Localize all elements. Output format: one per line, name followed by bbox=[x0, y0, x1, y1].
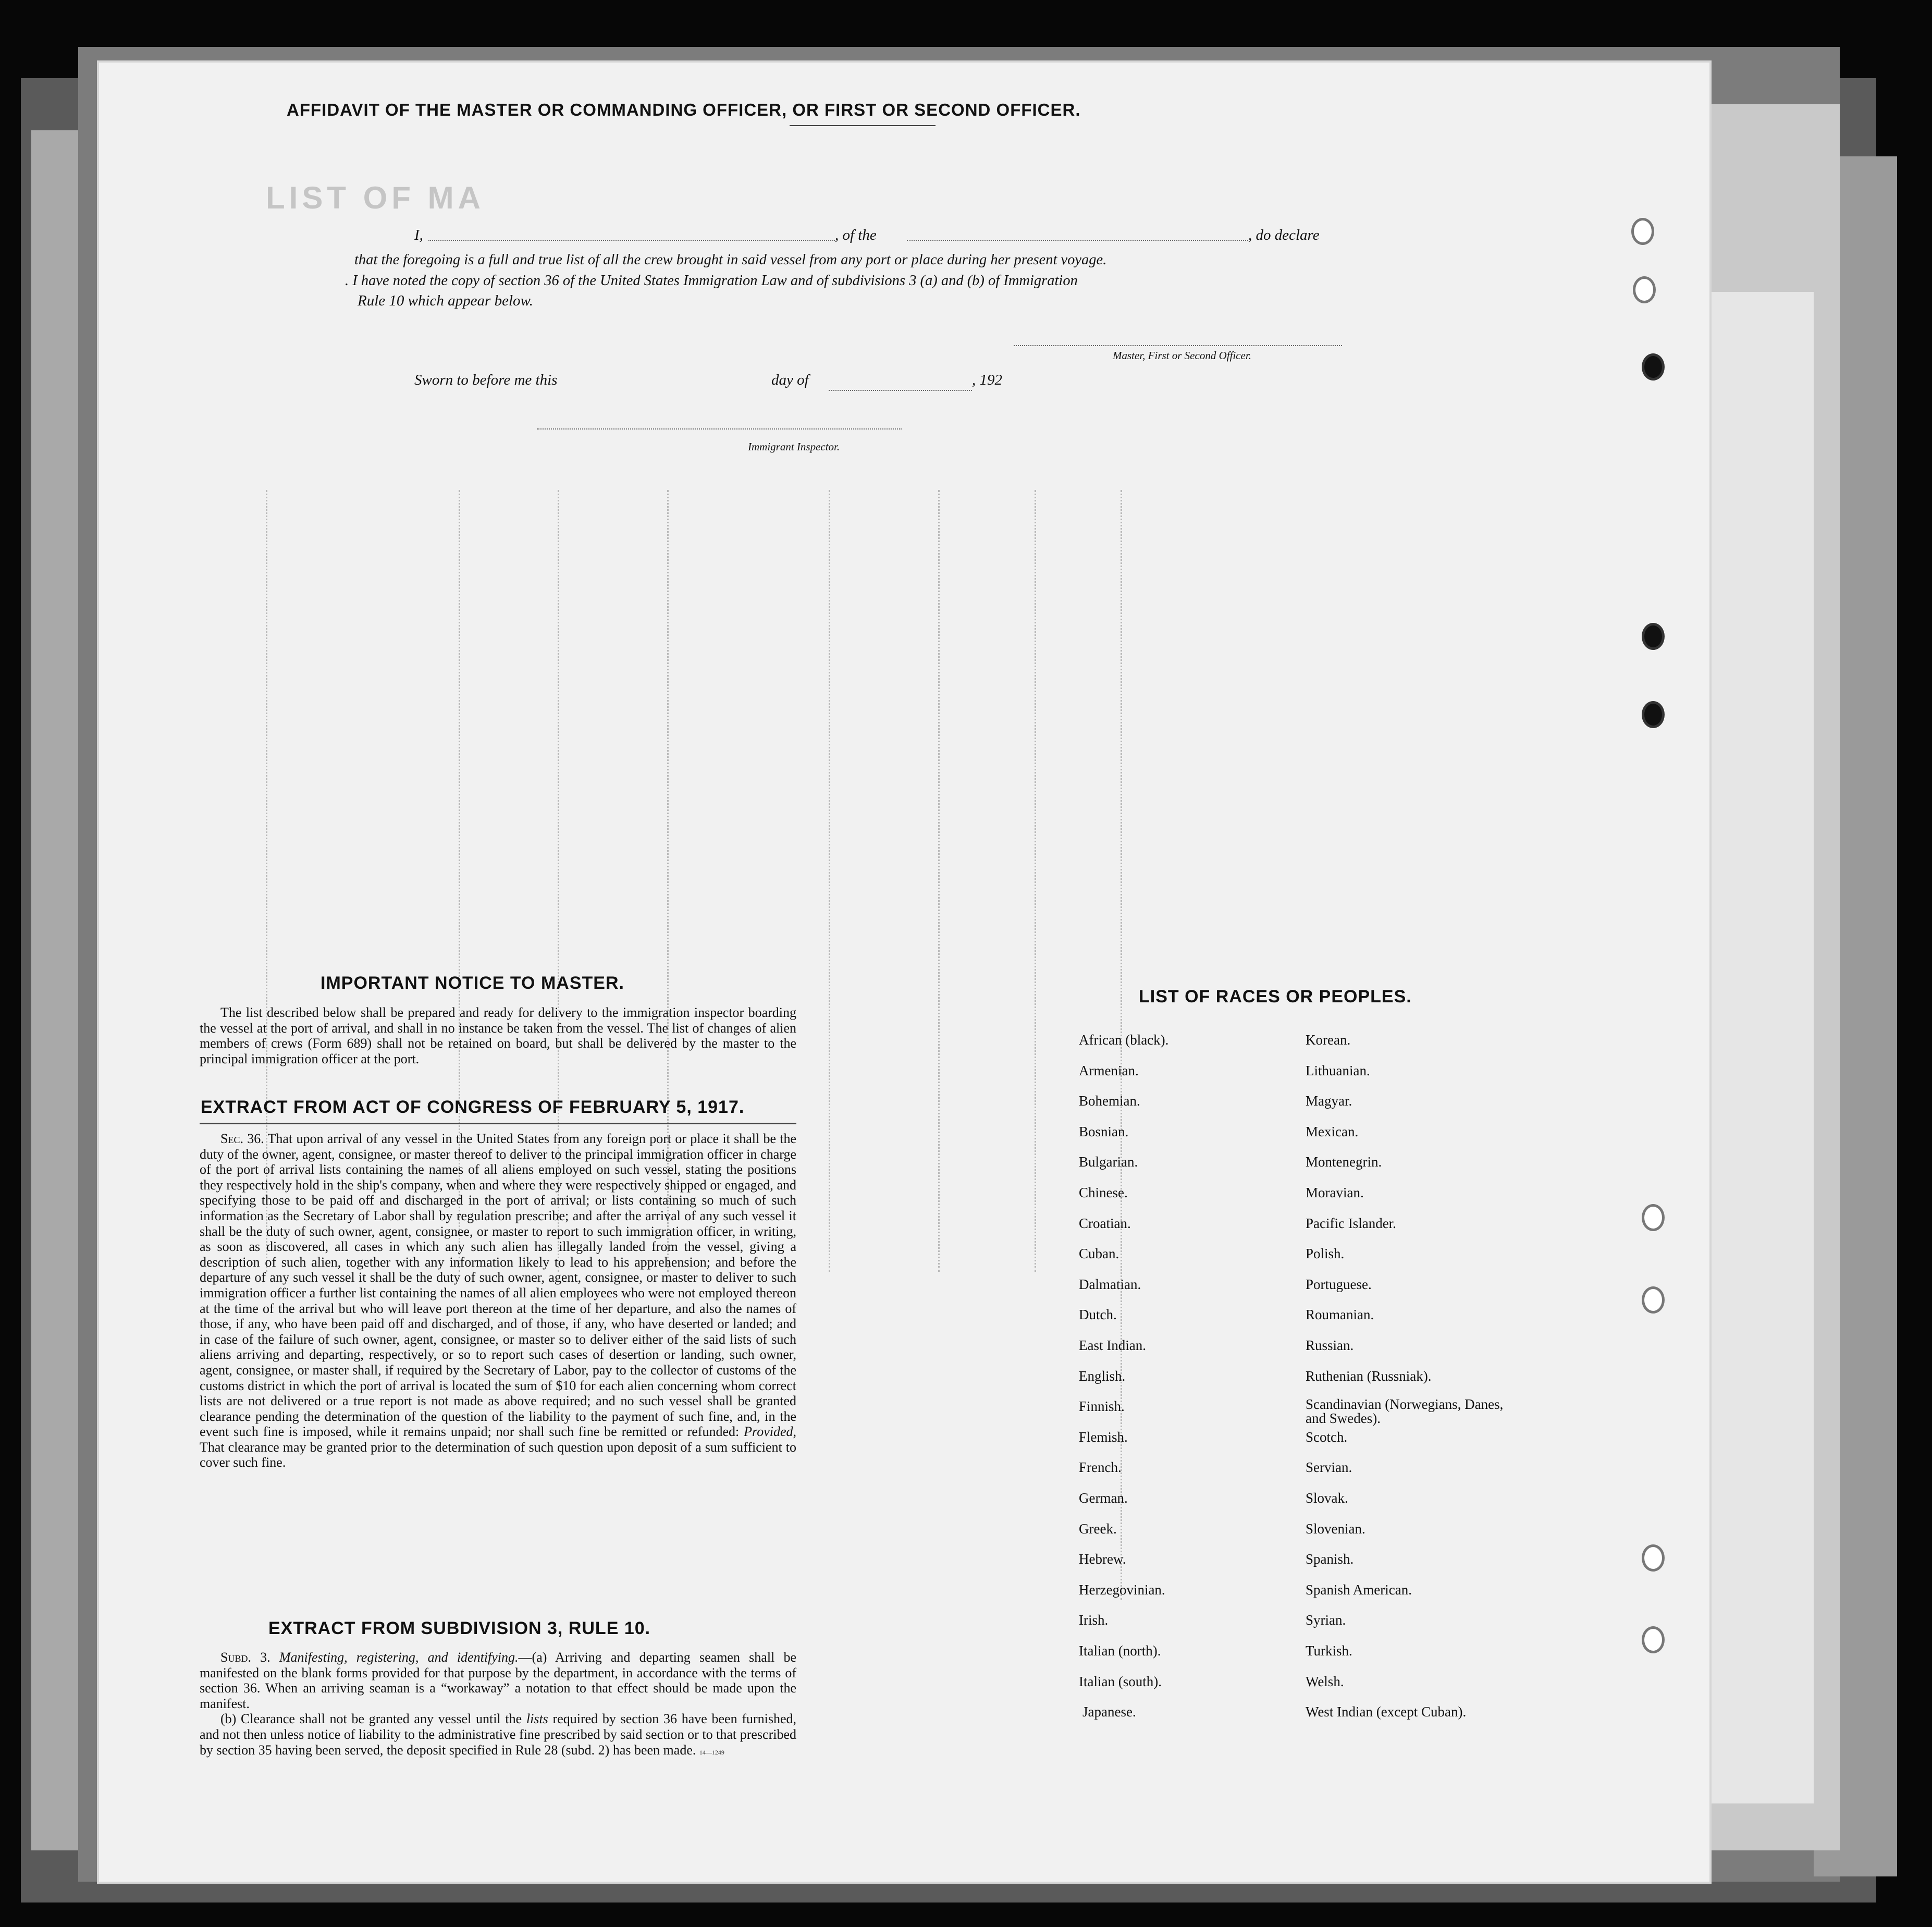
race-item: Scotch. bbox=[1306, 1429, 1348, 1445]
race-item: Dalmatian. bbox=[1079, 1276, 1141, 1292]
race-item: Hebrew. bbox=[1079, 1551, 1126, 1567]
race-item: Chinese. bbox=[1079, 1185, 1128, 1200]
rule-10-body: Subd. 3. Manifesting, registering, and identifying.—(a) Arriving and departing seamen shall be manifested on the blank forms provided for that purpose by the department, in accordance with the terms of section 36. When an arriving seaman is a “workaway” a notation to that effect should be made upon the manifest. (b) Clearance shall not be granted any vessel until the lists required by section 36 have been furnished, and not then unless notice of liability to the administrative fine prescribed by said section or to that prescribed by section 35 having been served, the deposit specified in Rule 28 (subd. 2) has been made. 14—1249 bbox=[200, 1650, 797, 1758]
race-item: Pacific Islander. bbox=[1306, 1215, 1396, 1231]
inspector-signature-label: Immigrant Inspector. bbox=[748, 440, 840, 453]
race-item: Syrian. bbox=[1306, 1612, 1346, 1628]
affidavit-sheet bbox=[99, 63, 1709, 1882]
race-item: Polish. bbox=[1306, 1246, 1345, 1262]
column-rule bbox=[829, 490, 830, 1272]
punch-hole bbox=[1642, 1286, 1665, 1314]
race-item: Slovenian. bbox=[1306, 1520, 1365, 1537]
sworn-date-blank bbox=[829, 390, 972, 391]
race-item: German. bbox=[1079, 1490, 1128, 1506]
race-item: Russian. bbox=[1306, 1337, 1354, 1353]
race-item: Scandinavian (Norwegians, Danes, and Swedes). bbox=[1306, 1396, 1504, 1427]
race-item: Magyar. bbox=[1306, 1093, 1352, 1109]
race-item: Montenegrin. bbox=[1306, 1154, 1382, 1170]
extract-act-title: EXTRACT FROM ACT OF CONGRESS OF FEBRUARY 5, 1917. bbox=[201, 1097, 745, 1117]
affidavit-line1-c: , do declare bbox=[1248, 227, 1320, 243]
race-item: Welsh. bbox=[1306, 1673, 1344, 1689]
punch-hole bbox=[1642, 701, 1665, 728]
race-item: Slovak. bbox=[1306, 1490, 1348, 1506]
race-item: Japanese. bbox=[1082, 1704, 1136, 1720]
affidavit-title: AFFIDAVIT OF THE MASTER OR COMMANDING OFFICER, OR FIRST OR SECOND OFFICER. bbox=[287, 100, 1081, 119]
affidavit-line2: that the foregoing is a full and true list of all the crew brought in said vessel from any port or place during her present voyage. bbox=[354, 252, 1107, 268]
extract-act-underline bbox=[200, 1123, 796, 1124]
race-item: Portuguese. bbox=[1306, 1276, 1372, 1292]
races-title: LIST OF RACES OR PEOPLES. bbox=[1139, 987, 1412, 1007]
race-item: Italian (north). bbox=[1079, 1643, 1161, 1659]
race-item: Spanish. bbox=[1306, 1551, 1354, 1567]
affidavit-line1-a: I, bbox=[414, 227, 423, 243]
race-item: Bulgarian. bbox=[1079, 1154, 1138, 1170]
punch-hole bbox=[1642, 353, 1665, 381]
race-item: Spanish American. bbox=[1306, 1581, 1412, 1598]
master-signature-label: Master, First or Second Officer. bbox=[1113, 349, 1251, 362]
name-blank bbox=[428, 240, 835, 241]
punch-hole bbox=[1631, 218, 1654, 245]
race-item: Ruthenian (Russniak). bbox=[1306, 1368, 1432, 1384]
race-item: Italian (south). bbox=[1079, 1673, 1162, 1689]
notice-body: The list described below shall be prepared and ready for delivery to the immigration inspector boarding the vessel at the port of arrival, and shall in no instance be taken from the vessel. The list of changes of alien members of crews (Form 689) shall not be retained on board, but shall be delivered by the master to the principal immigration officer at the port. bbox=[200, 1005, 796, 1066]
section-36-body: Sec. 36. That upon arrival of any vessel in the United States from any foreign port or place it shall be the duty of the owner, agent, consignee, or master thereof to deliver to the principal immigration officer in charge of the port of arrival lists containing the names of all aliens employed on such vessel, stating the positions they respectively hold in the ship's company, when and where they were respectively shipped or engaged, and specifying those to be paid off and discharged in the port of arrival; or lists containing so much of such information as the Secretary of Labor shall by regulation prescribe; and after the arrival of any such vessel it shall be the duty of such owner, agent, consignee, or master to report to such immigration officer, in writing, as soon as discovered, all cases in which any such alien has illegally landed from the vessel, giving a description of such alien, together with any information likely to lead to his apprehension; and before the departure of any such vessel it shall be the duty of such owner, agent, consignee, or master to deliver to such immigration officer a further list containing the names of all alien employees who were not employed thereon at the time of the arrival but who will leave port thereon at the time of her departure, and also the names of those, if any, who have been paid off and discharged, and of those, if any, who have deserted or landed; and in case of the failure of such owner, agent, consignee, or master so to deliver either of the said lists of such aliens arriving and departing, respectively, or so to report such cases of desertion or landing, such owner, agent, consignee, or master shall, if required by the Secretary of Labor, pay to the collector of customs of the customs district in which the port of arrival is located the sum of $10 for each alien concerning whom correct lists are not delivered or a true report is not made as above required; and no such vessel shall be granted clearance pending the determination of the question of the liability to the payment of such fine, and, in the event such fine is imposed, while it remains unpaid; nor shall such fine be remitted or refunded: Provided, That clearance may be granted prior to the determination of such question upon deposit of a sum sufficient to cover such fine. bbox=[200, 1131, 797, 1470]
notice-title: IMPORTANT NOTICE TO MASTER. bbox=[321, 973, 624, 993]
sworn-text-a: Sworn to before me this bbox=[414, 372, 558, 388]
race-item: Lithuanian. bbox=[1306, 1062, 1370, 1078]
race-item: Cuban. bbox=[1079, 1246, 1119, 1262]
race-item: Moravian. bbox=[1306, 1185, 1364, 1200]
punch-hole bbox=[1633, 276, 1656, 303]
race-item: Flemish. bbox=[1079, 1429, 1128, 1445]
master-signature-line bbox=[1014, 345, 1342, 346]
sworn-text-c: , 192 bbox=[972, 372, 1002, 388]
race-item: Mexican. bbox=[1306, 1123, 1359, 1139]
race-item: Herzegovinian. bbox=[1079, 1581, 1165, 1598]
race-item: African (black). bbox=[1079, 1032, 1169, 1048]
race-item: English. bbox=[1079, 1368, 1126, 1384]
punch-hole bbox=[1642, 623, 1665, 650]
bleed-through-heading: LIST OF MA bbox=[266, 180, 485, 215]
affidavit-line4: Rule 10 which appear below. bbox=[358, 292, 533, 309]
punch-hole bbox=[1642, 1544, 1665, 1572]
race-item: Dutch. bbox=[1079, 1307, 1117, 1323]
affidavit-line3: . I have noted the copy of section 36 of the United States Immigration Law and of subdivisions 3 (a) and (b) of Immigration bbox=[345, 273, 1078, 289]
race-item: Greek. bbox=[1079, 1520, 1117, 1537]
race-item: Finnish. bbox=[1079, 1398, 1125, 1415]
inspector-signature-line bbox=[537, 428, 902, 429]
race-item: East Indian. bbox=[1079, 1337, 1146, 1353]
race-item: Irish. bbox=[1079, 1612, 1109, 1628]
race-item: Turkish. bbox=[1306, 1643, 1352, 1659]
title-underline bbox=[790, 125, 936, 126]
extract-rule-title: EXTRACT FROM SUBDIVISION 3, RULE 10. bbox=[268, 1618, 651, 1638]
race-item: Bohemian. bbox=[1079, 1093, 1140, 1109]
race-item: West Indian (except Cuban). bbox=[1306, 1704, 1467, 1720]
race-item: Roumanian. bbox=[1306, 1307, 1374, 1323]
column-rule bbox=[938, 490, 940, 1272]
race-item: Croatian. bbox=[1079, 1215, 1131, 1231]
race-item: Servian. bbox=[1306, 1459, 1352, 1476]
race-item: Armenian. bbox=[1079, 1062, 1139, 1078]
punch-hole bbox=[1642, 1626, 1665, 1653]
vessel-blank bbox=[907, 240, 1248, 241]
sworn-text-b: day of bbox=[771, 372, 809, 388]
race-item: French. bbox=[1079, 1459, 1122, 1476]
race-item: Korean. bbox=[1306, 1032, 1351, 1048]
race-item: Bosnian. bbox=[1079, 1123, 1129, 1139]
affidavit-line1-b: , of the bbox=[835, 227, 877, 243]
punch-hole bbox=[1642, 1204, 1665, 1231]
column-rule bbox=[1035, 490, 1036, 1272]
